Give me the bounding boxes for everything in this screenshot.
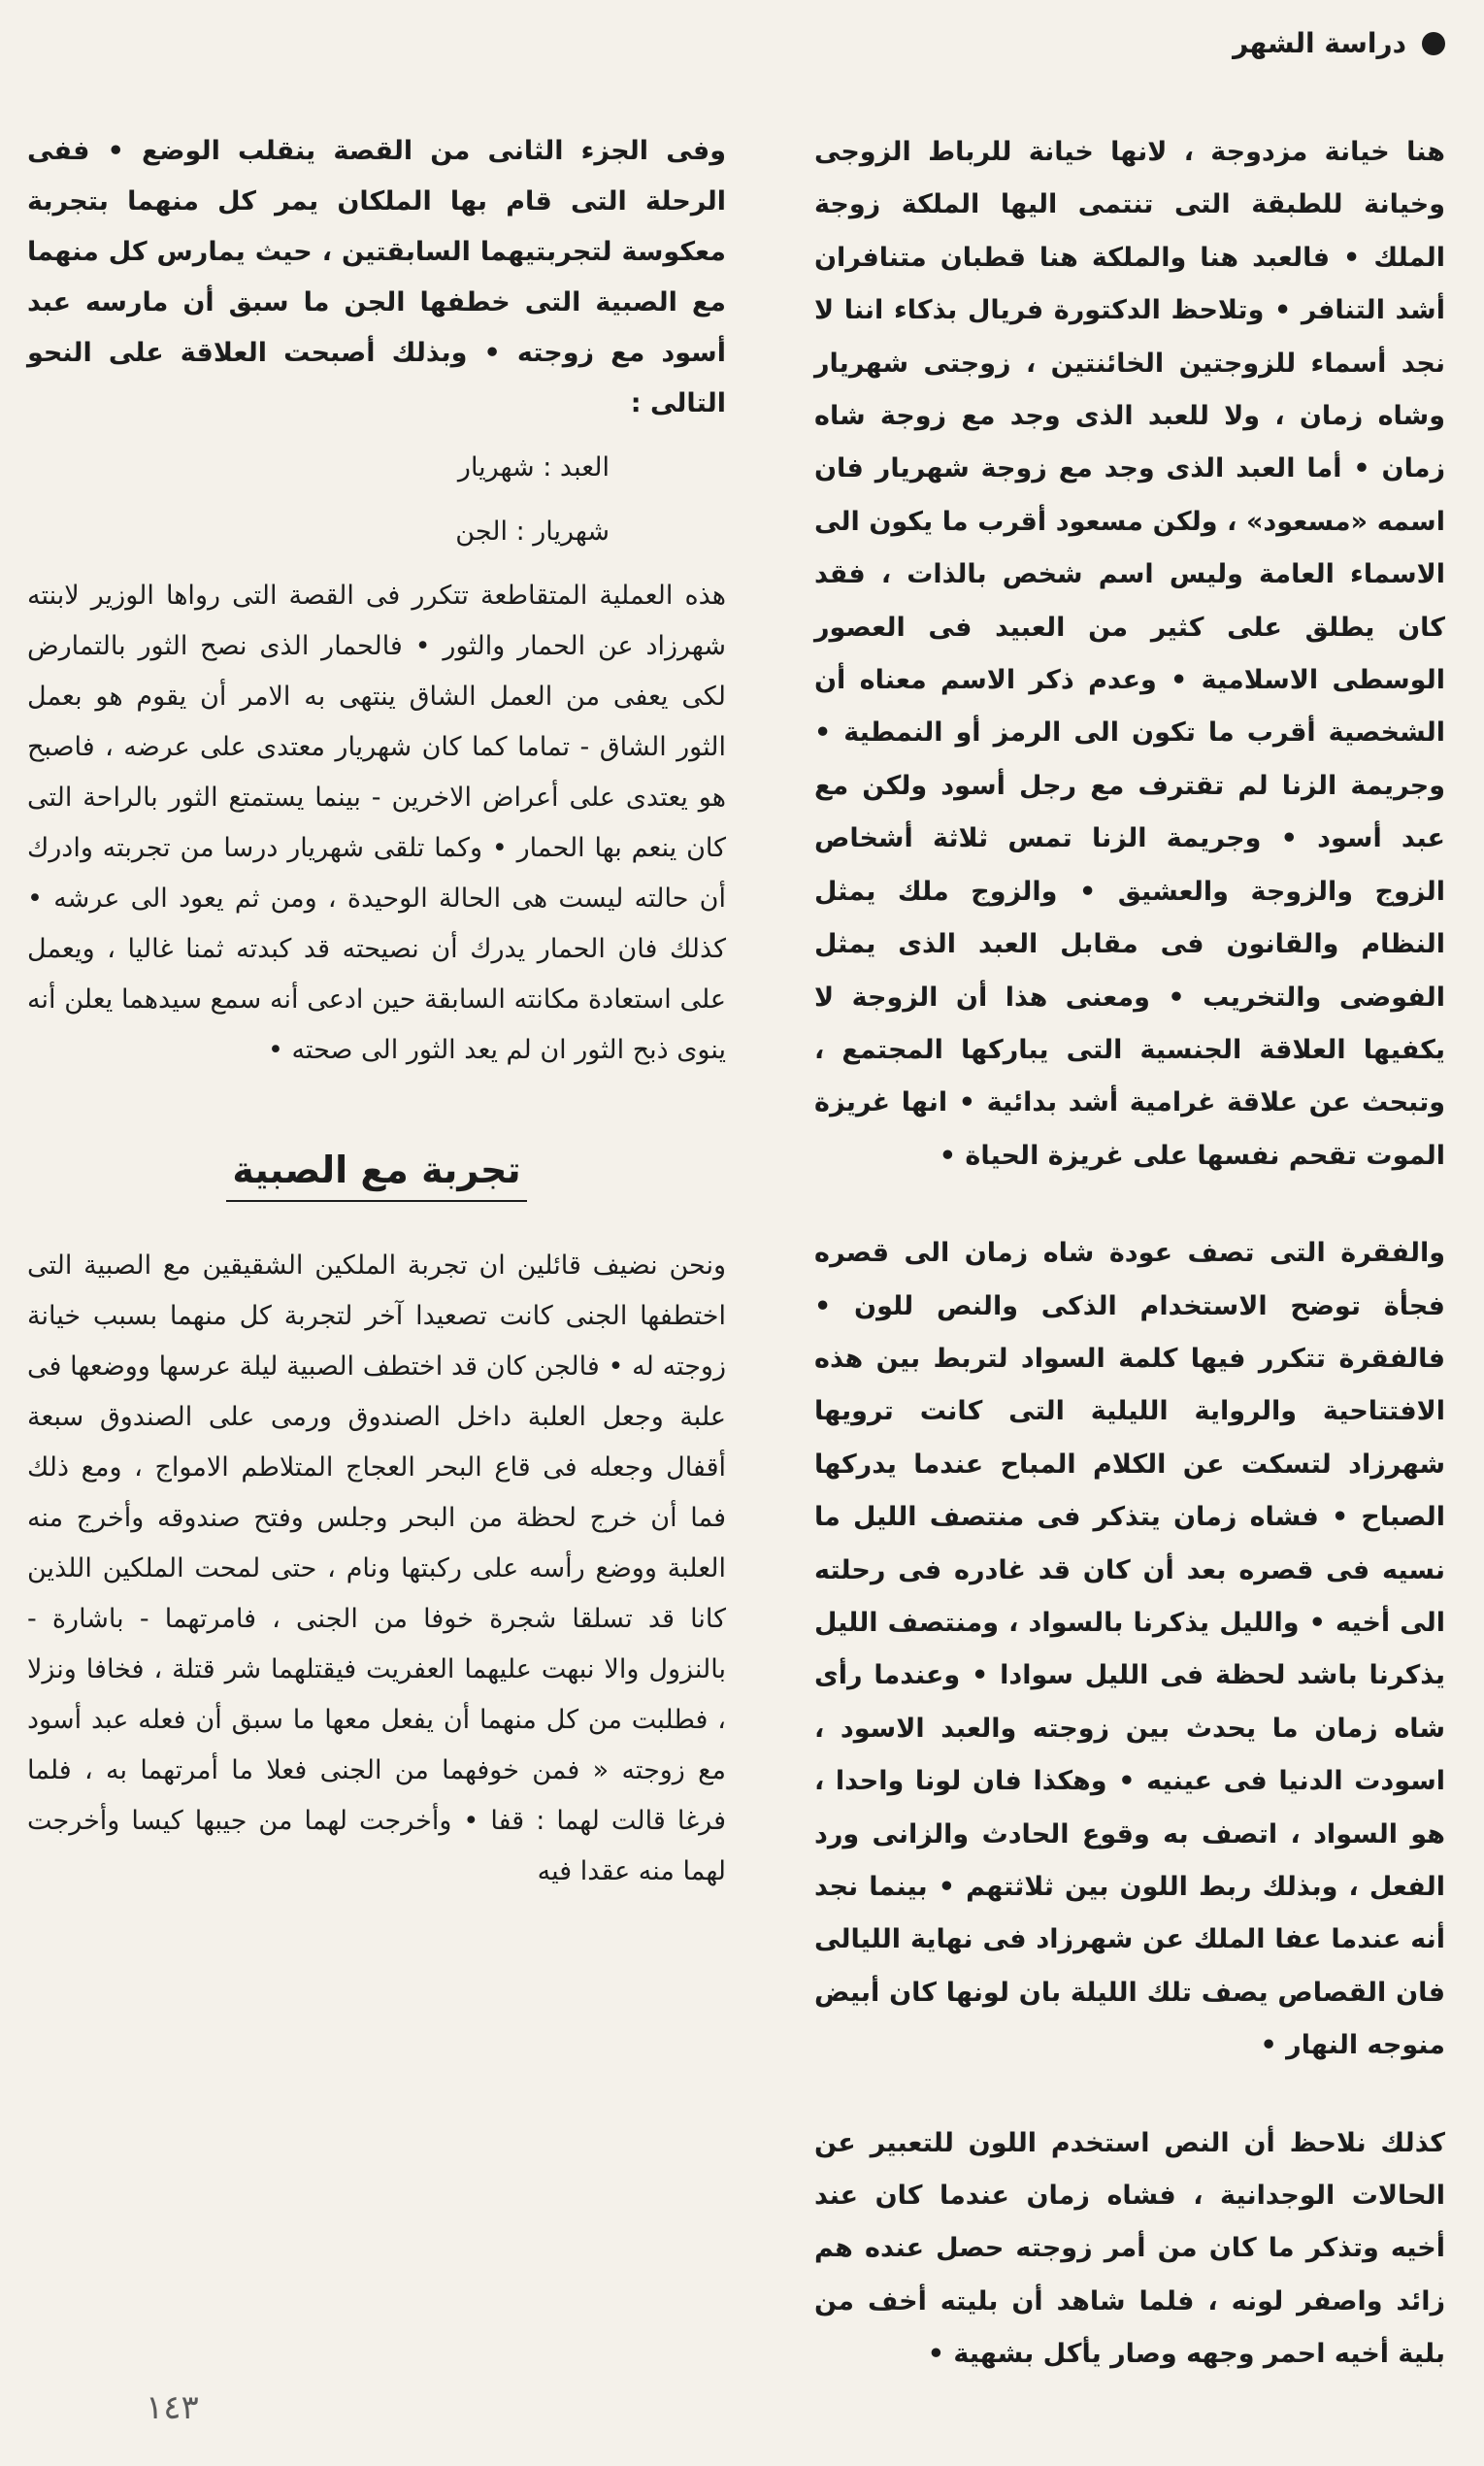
relation-list	[27, 429, 726, 571]
body-paragraph: والفقرة التى تصف عودة شاه زمان الى قصره فجأة توضح الاستخدام الذكى والنص للون • فالفقرة تتكرر فيها كلمة السواد لتربط بين هذه الافتتاحية والرواية الليلية التى كانت ترويها شهرزاد لتسكت عن الكلام المباح عندما يدركها الصباح • فشاه زمان يتذكر فى منتصف الليل ما نسيه فى قصره بعد أن كان قد غادره فى رحلته الى أخيه • والليل يذكرنا بالسواد ، ومنتصف الليل يذكرنا باشد لحظة فى الليل سوادا • وعندما رأى شاه زمان ما يحدث بين زوجته والعبد الاسود ، اسودت الدنيا فى عينيه • وهكذا فان لونا واحدا ، هو السواد ، اتصف به وقوع الحادث والزانى ورد الفعل ، وبذلك ربط اللون بين ثلاثتهم • بينما نجد أنه عندما عفا الملك عن شهرزاد فى نهاية الليالى فان القصاص يصف تلك الليلة بان لونها كان أبيض منوجه النهار •	[814, 1238, 1445, 2061]
page-header	[1233, 27, 1445, 59]
body-paragraph: هنا خيانة مزدوجة ، لانها خيانة للرباط الزوجى وخيانة للطبقة التى تنتمى اليها الملكة زوجة الملك • فالعبد هنا والملكة هنا قطبان متنافران أشد التنافر • وتلاحظ الدكتورة فريال بذكاء اننا لا نجد أسماء للزوجتين الخائنتين ، زوجتى شهريار وشاه زمان ، ولا للعبد الذى وجد مع زوجة شاه زمان • أما العبد الذى وجد مع زوجة شهريار فان اسمه «مسعود» ، ولكن مسعود أقرب ما يكون الى الاسماء العامة وليس اسم شخص بالذات ، فقد كان يطلق على كثير من العبيد فى العصور الوسطى الاسلامية • وعدم ذكر الاسم معناه أن الشخصية أقرب ما تكون الى الرمز أو النمطية • وجريمة الزنا لم تقترف مع رجل أسود ولكن مع عبد أسود • وجريمة الزنا تمس ثلاثة أشخاص الزوج والزوجة والعشيق • والزوج ملك يمثل النظام والقانون فى مقابل العبد الذى يمثل الفوضى والتخريب • ومعنى هذا أن الزوجة لا يكفيها العلاقة الجنسية التى يباركها المجتمع ، وتبحث عن علاقة غرامية أشد بدائية • انها غريزة الموت تقحم نفسها على غريزة الحياة •	[814, 137, 1445, 1171]
body-paragraph: كذلك نلاحظ أن النص استخدم اللون للتعبير عن الحالات الوجدانية ، فشاه زمان عندما كان عند أخيه وتذكر ما كان من أمر زوجته حصل عنده هم زائد واصفر لونه ، فلما شاهد أن بليته أخف من بلية أخيه احمر وجهه وصار يأكل بشهية •	[814, 2127, 1445, 2370]
page-number: ١٤٣	[146, 2388, 199, 2427]
analysis-paragraph: هذه العملية المتقاطعة تتكرر فى القصة التى رواها الوزير لابنته شهرزاد عن الحمار والثور • فالحمار الذى نصح الثور بالتمارض لكى يعفى من العمل الشاق ينتهى به الامر أن يقوم هو بعمل الثور الشاق - تماما كما كان شهريار معتدى على عرضه ، فاصبح هو يعتدى على أعراض الاخرين - بينما يستمتع الثور بالراحة التى كان ينعم بها الحمار • وكما تلقى شهريار درسا من تجربته وادرك أن حالته ليست هى الحالة الوحيدة ، ومن ثم يعود الى عرشه • كذلك فان الحمار يدرك أن نصيحته قد كبدته ثمنا غاليا ، ويعمل على استعادة مكانته السابقة حين ادعى أنه سمع سيدهما يعلن أنه ينوى ذبح الثور ان لم يعد الثور الى صحته •	[27, 581, 726, 1065]
relation-line: العبد : شهريار	[457, 452, 610, 483]
intro-paragraph: وفى الجزء الثانى من القصة ينقلب الوضع • ففى الرحلة التى قام بها الملكان يمر كل منهما بتجربة معكوسة لتجربتيهما السابقتين ، حيث يمارس كل منهما مع الصبية التى خطفها الجن ما سبق أن مارسه عبد أسود مع زوجته • وبذلك أصبحت العلاقة على النحو التالى :	[27, 136, 726, 418]
left-column	[27, 126, 726, 1897]
section-label: دراسة الشهر	[1233, 27, 1406, 59]
right-column	[814, 126, 1445, 2382]
relation-line: شهريار : الجن	[455, 517, 610, 547]
section-title: تجربة مع الصبية	[232, 1149, 521, 1191]
section-paragraph: ونحن نضيف قائلين ان تجربة الملكين الشقيقين مع الصبية التى اختطفها الجنى كانت تصعيدا آخر لتجربة كل منهما بسبب خيانة زوجته له • فالجن كان قد اختطف الصبية ليلة عرسها ووضعها فى علبة وجعل العلبة داخل الصندوق ورمى على الصندوق سبعة أقفال وجعله فى قاع البحر العجاج المتلاطم الامواج ، ومع ذلك فما أن خرج لحظة من البحر وجلس وفتح صندوقه وأخرج منه العلبة ووضع رأسه على ركبتها ونام ، حتى لمحت الملكين اللذين كانا قد تسلقا شجرة خوفا من الجنى ، فامرتهما - باشارة - بالنزول والا نبهت عليهما العفريت فيقتلهما شر قتلة ، فخافا ونزلا ، فطلبت من كل منهما أن يفعل معها ما سبق أن فعله عبد أسود مع زوجته « فمن خوفهما من الجنى فعلا ما أمرتهما به ، فلما فرغا قالت لهما : قفا • وأخرجت لهما من جيبها كيسا وأخرجت لهما منه عقدا فيه	[27, 1250, 726, 1886]
section-title-rule	[226, 1200, 527, 1202]
filled-circle-icon	[1422, 32, 1445, 55]
